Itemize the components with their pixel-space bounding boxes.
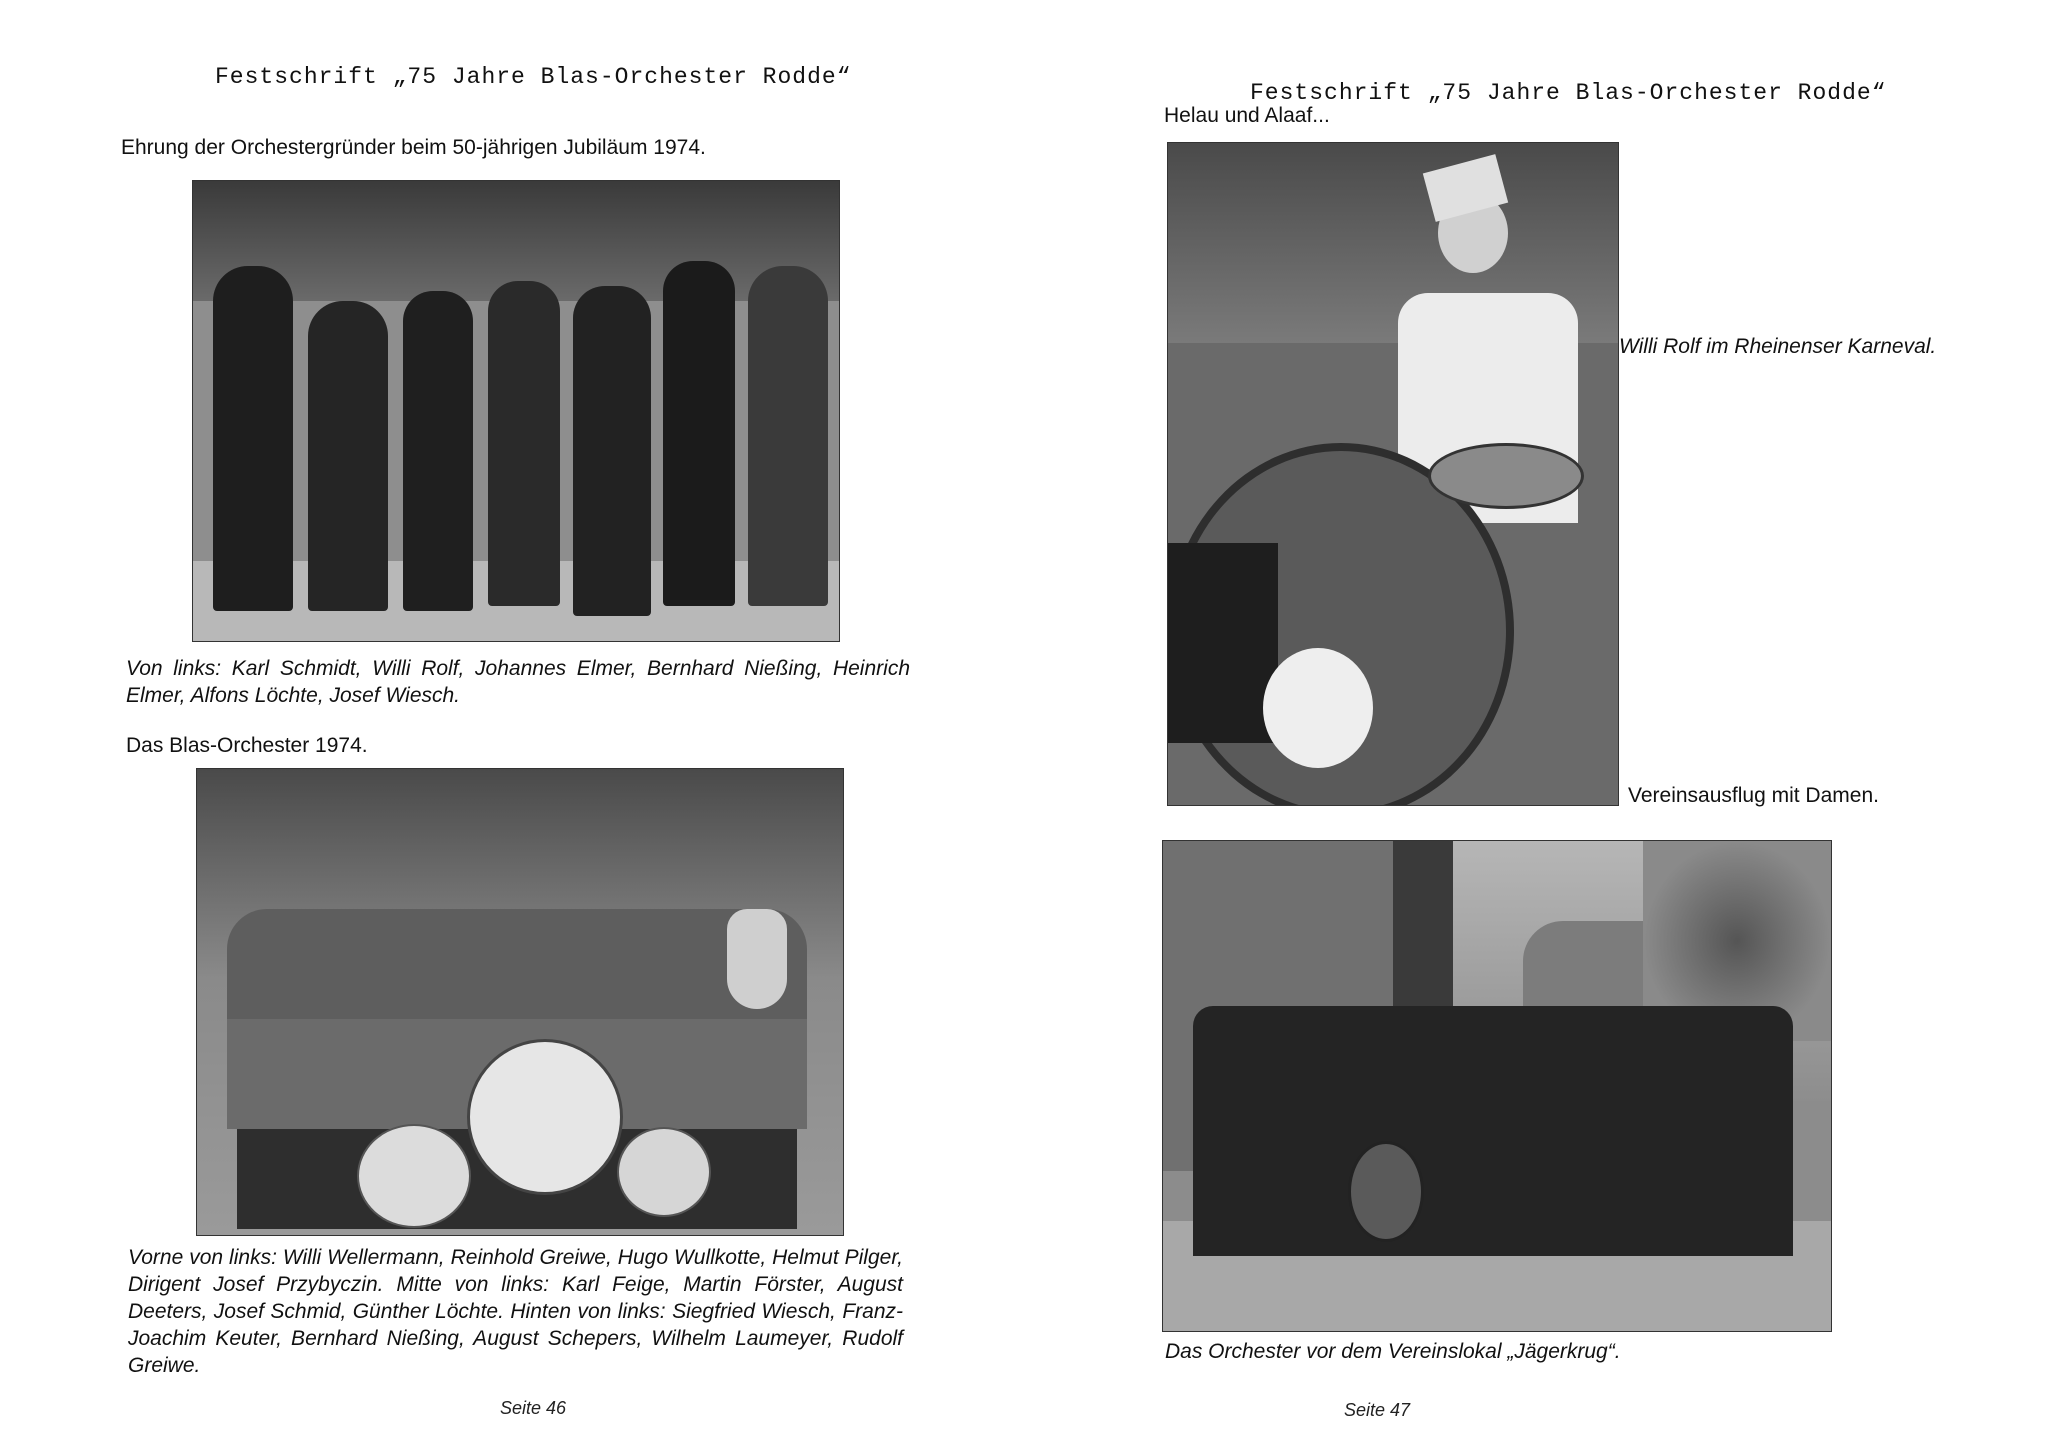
carnival-photo	[1167, 142, 1619, 806]
photo-title: Vereinsausflug mit Damen.	[1628, 784, 1879, 807]
photo-title: Das Blas-Orchester 1974.	[126, 734, 368, 757]
orchestra-photo	[196, 768, 844, 1236]
founders-photo	[192, 180, 840, 642]
photo-title: Ehrung der Orchestergründer beim 50-jährigen Jubiläum 1974.	[121, 136, 706, 159]
photo-caption: Das Orchester vor dem Vereinslokal „Jägerkrug“.	[1165, 1340, 1621, 1363]
photo-caption: Von links: Karl Schmidt, Willi Rolf, Johannes Elmer, Bernhard Nießing, Heinrich Elmer, Alfons Löchte, Josef Wiesch.	[126, 657, 910, 707]
right-page	[1024, 0, 2048, 1454]
photo-caption: Vorne von links: Willi Wellermann, Reinhold Greiwe, Hugo Wullkotte, Helmut Pilger, Dirigent Josef Przybyczin. Mitte von links: Karl Feige, Martin Förster, August Deeters, Josef Schmid, Günther Löchte. Hinten von links: Siegfried Wiesch, Franz-Joachim Keuter, Bernhard Nießing, August Schepers, Wilhelm Laumeyer, Rudolf Greiwe.	[128, 1246, 903, 1377]
page-header: Festschrift „75 Jahre Blas-Orchester Rodde“	[215, 64, 852, 90]
excursion-photo	[1162, 840, 1832, 1332]
page-number: Seite 46	[500, 1398, 567, 1418]
section-title: Helau und Alaaf...	[1164, 104, 1330, 127]
page-header: Festschrift „75 Jahre Blas-Orchester Rodde“	[1250, 80, 1887, 106]
page-number: Seite 47	[1344, 1400, 1411, 1420]
photo-caption: Willi Rolf im Rheinenser Karneval.	[1619, 335, 1937, 358]
